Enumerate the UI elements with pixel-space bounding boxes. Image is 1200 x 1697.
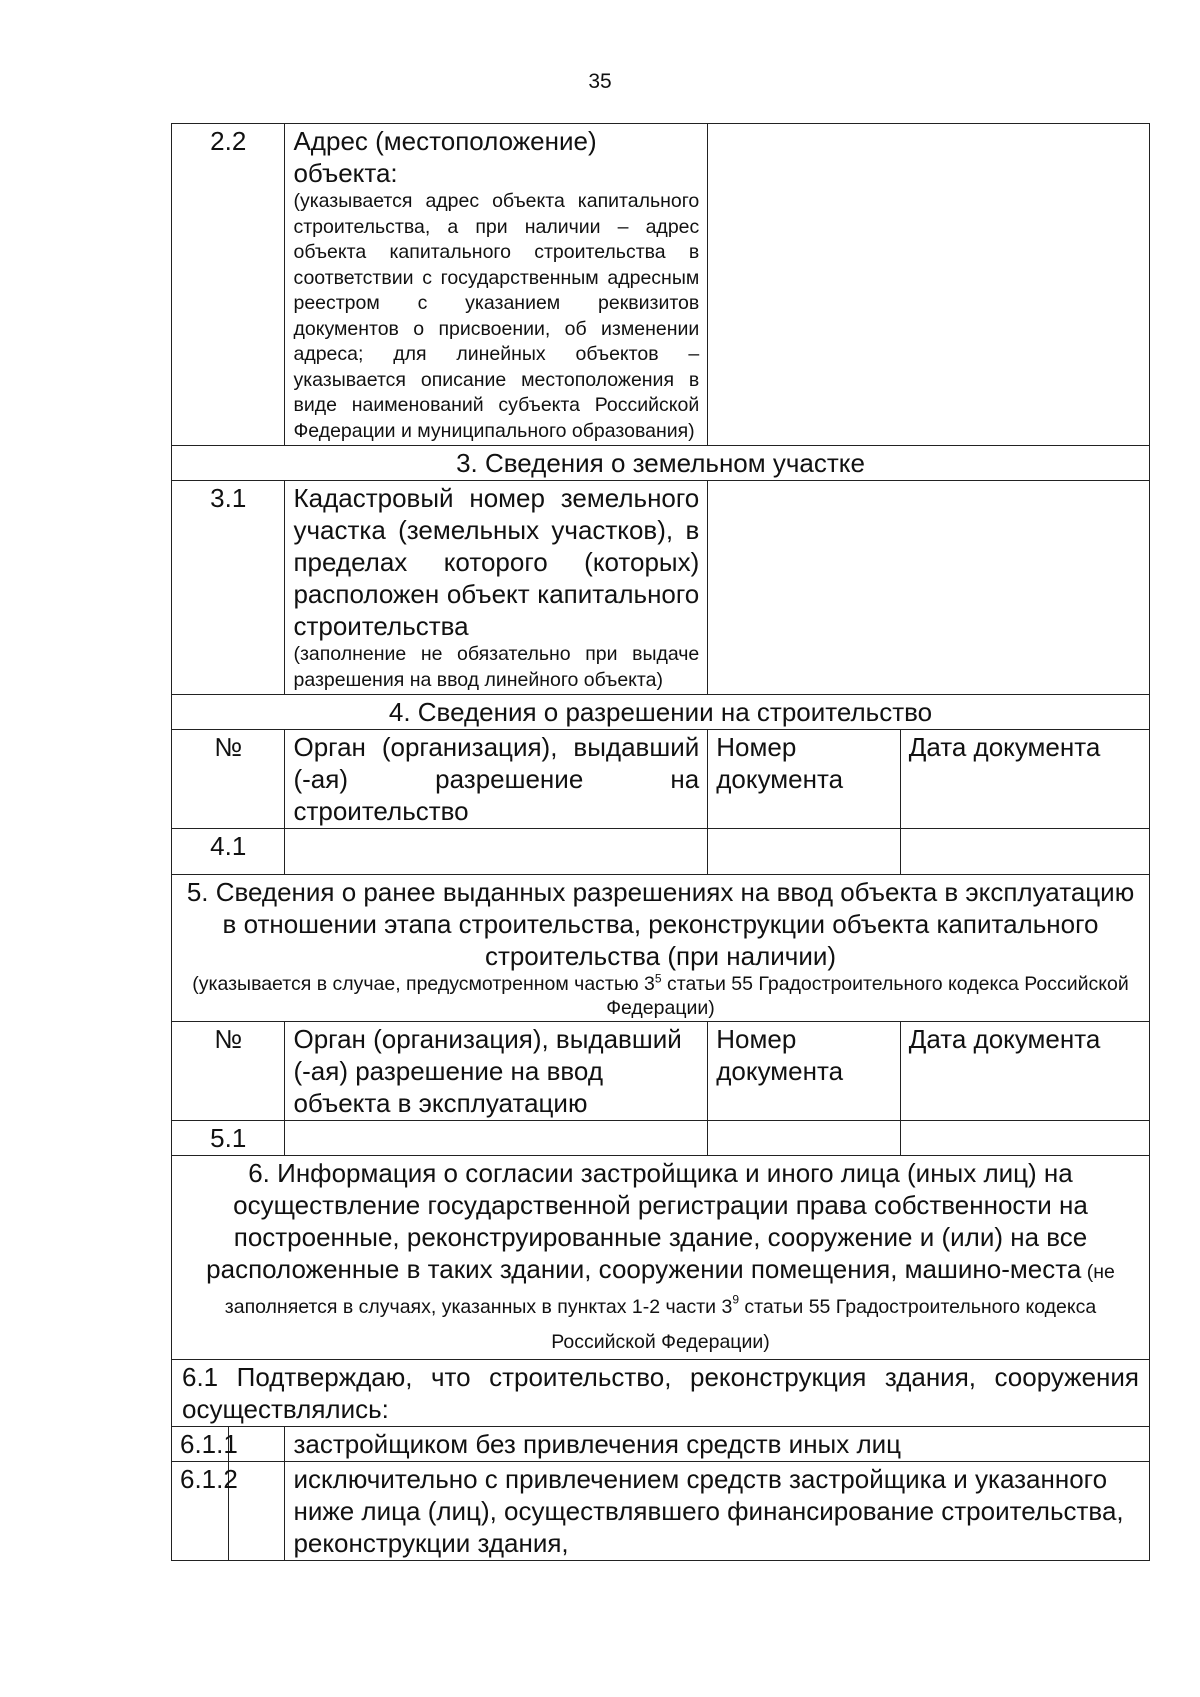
section-6-note-superscript: 9 <box>732 1292 739 1307</box>
row-number: 4.1 <box>172 829 285 875</box>
document-number-field[interactable] <box>708 829 900 875</box>
header-line: объекта в эксплуатацию <box>293 1088 588 1118</box>
cadastral-label-cell <box>285 481 708 695</box>
column-header-issuing-authority <box>285 1022 708 1121</box>
address-value-cell[interactable] <box>708 124 1150 446</box>
cadastral-title: Кадастровый номер земельного участка (земельных участков), в пределах которого (которых) расположен объект капитального строительства <box>293 483 700 641</box>
section-6-title: 6. Информация о согласии застройщика и иного лица (иных лиц) на осуществление государственной регистрации права собственности на построенные, реконструированные здание, сооружение и (или) на все расположенные в таких здании, сооружении помещения, машино-места <box>206 1158 1088 1284</box>
row-5-1 <box>172 1121 1150 1156</box>
row-6-1-2 <box>172 1462 1150 1561</box>
section-5-note-superscript: 5 <box>654 971 662 986</box>
row-number: 6.1.1 <box>172 1427 229 1462</box>
document-number-field[interactable] <box>708 1121 900 1156</box>
column-header-document-date: Дата документа <box>900 1022 1149 1121</box>
section-6-header-row <box>172 1156 1150 1360</box>
row-6-1 <box>172 1360 1150 1427</box>
option-6-1-2-label: исключительно с привлечением средств застройщика и указанного ниже лица (лиц), осуществлявшего финансирование строительства, реконструкции здания, <box>285 1462 1150 1561</box>
issuing-authority-field[interactable] <box>285 1121 708 1156</box>
section-6-note-part2: статьи 55 Градостроительного кодекса Российской Федерации) <box>551 1296 1097 1353</box>
section-5-header-cell <box>172 875 1150 1022</box>
document-date-field[interactable] <box>900 829 1149 875</box>
column-header-number: № <box>172 730 285 829</box>
section-5-column-headers <box>172 1022 1150 1121</box>
row-number: 2.2 <box>172 124 285 446</box>
address-label-cell <box>285 124 708 446</box>
cadastral-value-cell[interactable] <box>708 481 1150 695</box>
section-3-title: 3. Сведения о земельном участке <box>172 446 1150 481</box>
column-header-document-number: Номер документа <box>708 730 900 829</box>
section-5-header-row <box>172 875 1150 1022</box>
section-3-header-row <box>172 446 1150 481</box>
option-6-1-1-label: застройщиком без привлечения средств иных лиц <box>285 1427 1150 1462</box>
section-5-note-part2: статьи 55 Градостроительного кодекса Российской Федерации) <box>606 973 1129 1019</box>
cadastral-note: (заполнение не обязательно при выдаче разрешения на ввод линейного объекта) <box>293 643 700 691</box>
column-header-number: № <box>172 1022 285 1121</box>
row-number: 5.1 <box>172 1121 285 1156</box>
section-6-note-part1: (не заполняется в случаях, указанных в пунктах 1-2 части 3 <box>224 1261 1115 1318</box>
column-header-issuing-authority: Орган (организация), выдавший (-ая) разрешение на строительство <box>285 730 708 829</box>
address-note: (указывается адрес объекта капитального строительства, а при наличии – адрес объекта капитального строительства в соответствии с государственным адресным реестром с указанием реквизитов документов о присвоении, об изменении адреса; для линейных объектов – указывается описание местоположения в виде наименований субъекта Российской Федерации и муниципального образования) <box>293 190 700 442</box>
section-5-title: 5. Сведения о ранее выданных разрешениях на ввод объекта в эксплуатацию в отношении этапа строительства, реконструкции объекта капитального строительства (при наличии) <box>186 877 1135 971</box>
row-4-1 <box>172 829 1150 875</box>
section-4-header-row <box>172 695 1150 730</box>
address-title-line2: объекта: <box>293 158 398 188</box>
permit-form-table <box>171 123 1150 1561</box>
confirmation-statement: 6.1 Подтверждаю, что строительство, реконструкция здания, сооружения осуществлялись: <box>172 1360 1150 1427</box>
address-title-line1: Адрес (местоположение) <box>293 126 597 156</box>
page-number: 35 <box>588 70 612 93</box>
row-6-1-1 <box>172 1427 1150 1462</box>
column-header-document-number: Номер документа <box>708 1022 900 1121</box>
issuing-authority-field[interactable] <box>285 829 708 875</box>
row-2-2 <box>172 124 1150 446</box>
column-header-document-date: Дата документа <box>900 730 1149 829</box>
section-4-column-headers <box>172 730 1150 829</box>
document-date-field[interactable] <box>900 1121 1149 1156</box>
section-6-header-cell <box>172 1156 1150 1360</box>
section-4-title: 4. Сведения о разрешении на строительство <box>172 695 1150 730</box>
row-3-1 <box>172 481 1150 695</box>
row-number: 3.1 <box>172 481 285 695</box>
section-5-note-part1: (указывается в случае, предусмотренном частью 3 <box>192 973 655 995</box>
header-line: Орган (организация), выдавший <box>293 1024 682 1054</box>
section-5-note <box>182 972 1139 1020</box>
header-line: (-ая) разрешение на ввод <box>293 1056 603 1086</box>
row-number: 6.1.2 <box>172 1462 229 1561</box>
